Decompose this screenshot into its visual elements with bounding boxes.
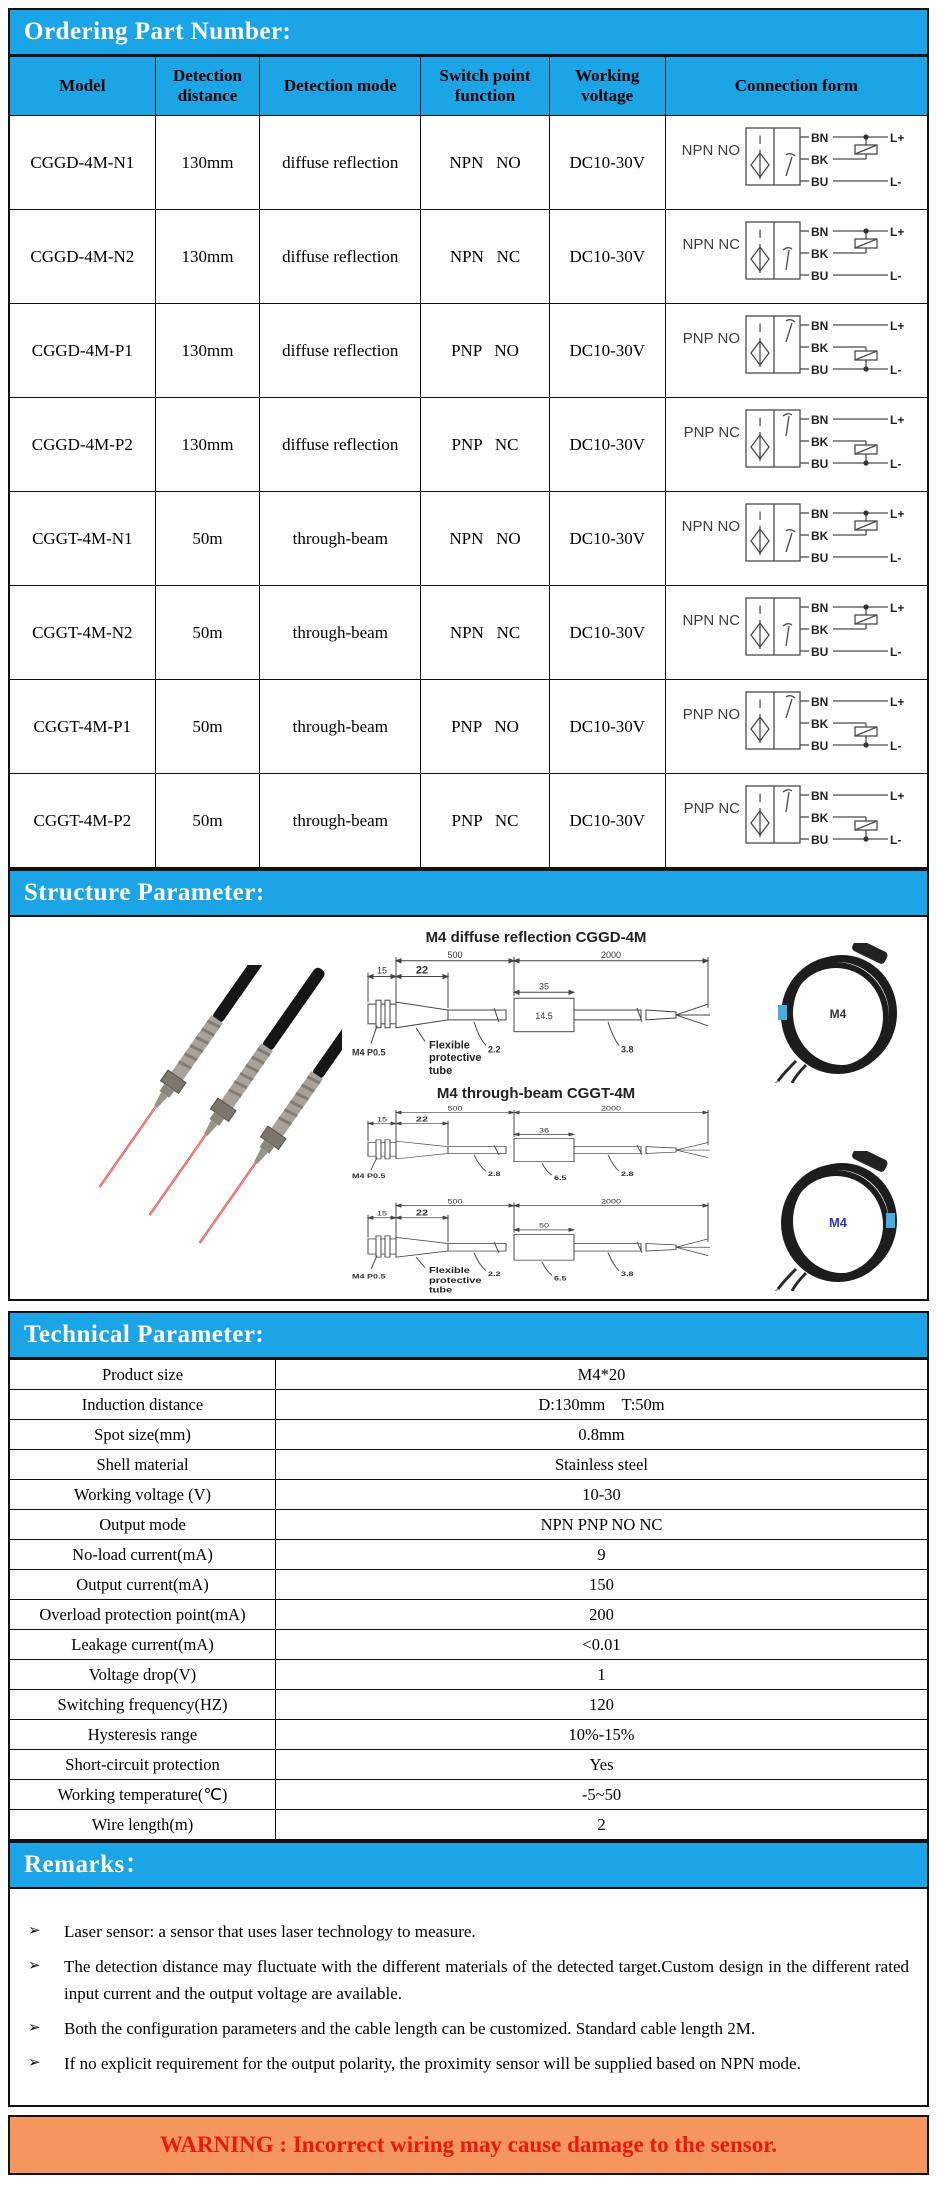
svg-text:22: 22 (415, 1114, 429, 1124)
svg-text:L-: L- (890, 457, 902, 471)
connection-type-label: PNP NO (683, 330, 741, 347)
remark-item (28, 2051, 913, 2077)
distance-cell: 130mm (155, 116, 260, 210)
voltage-cell: DC10-30V (549, 116, 665, 210)
svg-text:M4 P0.5: M4 P0.5 (352, 1047, 386, 1058)
ordering-title: Ordering Part Number: (24, 18, 292, 45)
tech-value: 10%-15% (276, 1720, 929, 1750)
column-header: Detection mode (260, 57, 421, 116)
coiled-cable-photo-1 (766, 943, 916, 1083)
connection-diagram (682, 403, 910, 481)
through-drawing-title: M4 through-beam CGGT-4M (436, 1085, 636, 1102)
tech-row (9, 1660, 928, 1690)
section-banner-ordering (8, 8, 929, 56)
switch-function-cell: PNP NO (421, 680, 550, 774)
coiled-cable-photo-2 (766, 1151, 916, 1291)
warning-text: WARNING : Incorrect wiring may cause damage to the sensor. (159, 2131, 778, 2157)
connection-type-label: NPN NO (682, 518, 741, 535)
technical-parameter-table (8, 1359, 929, 1841)
tech-row (9, 1570, 928, 1600)
tech-row (9, 1540, 928, 1570)
remark-item (28, 1954, 913, 2007)
table-row (9, 304, 928, 398)
svg-text:Flexible: Flexible (429, 1039, 470, 1052)
svg-text:L+: L+ (890, 319, 905, 333)
tech-label: Wire length(m) (9, 1810, 276, 1841)
connection-diagram (682, 309, 910, 387)
svg-text:I: I (758, 603, 762, 617)
tech-row (9, 1810, 928, 1841)
svg-text:I: I (758, 227, 762, 241)
tech-label: Switching frequency(HZ) (9, 1690, 276, 1720)
svg-text:BK: BK (811, 247, 829, 261)
dimension-drawing-diffuse (346, 947, 726, 1077)
mode-cell: diffuse reflection (260, 210, 421, 304)
switch-function-cell: PNP NC (421, 398, 550, 492)
switch-function-cell: NPN NO (421, 116, 550, 210)
spacer (8, 2175, 929, 2189)
svg-text:L+: L+ (890, 225, 905, 239)
model-cell: CGGT-4M-P1 (9, 680, 155, 774)
svg-text:L-: L- (890, 833, 902, 847)
tech-row (9, 1750, 928, 1780)
model-cell: CGGD-4M-N2 (9, 210, 155, 304)
svg-text:L-: L- (890, 175, 902, 189)
svg-text:2.2: 2.2 (488, 1270, 501, 1278)
svg-text:3.8: 3.8 (621, 1044, 634, 1055)
svg-text:2.8: 2.8 (488, 1170, 501, 1178)
connection-type-label: PNP NC (683, 800, 741, 817)
svg-text:BK: BK (811, 435, 829, 449)
connection-type-label: NPN NC (682, 612, 741, 629)
mode-cell: diffuse reflection (260, 116, 421, 210)
datasheet-page (8, 0, 929, 2189)
tech-value: 200 (276, 1600, 929, 1630)
svg-text:3.8: 3.8 (621, 1270, 634, 1278)
svg-text:14.5: 14.5 (535, 1010, 553, 1021)
svg-text:protective: protective (429, 1276, 482, 1286)
mode-cell: through-beam (260, 680, 421, 774)
svg-text:2000: 2000 (601, 1197, 621, 1206)
svg-text:2.8: 2.8 (621, 1170, 634, 1178)
voltage-cell: DC10-30V (549, 680, 665, 774)
tech-label: Spot size(mm) (9, 1420, 276, 1450)
column-header: Model (9, 57, 155, 116)
switch-function-cell: NPN NC (421, 210, 550, 304)
switch-function-cell: PNP NO (421, 304, 550, 398)
svg-text:BK: BK (811, 623, 829, 637)
model-cell: CGGD-4M-P1 (9, 304, 155, 398)
tech-row (9, 1420, 928, 1450)
connection-diagram (682, 685, 910, 763)
svg-text:L+: L+ (890, 507, 905, 521)
svg-text:BU: BU (811, 645, 829, 659)
tech-value: 1 (276, 1660, 929, 1690)
ordering-part-number-table (8, 56, 929, 869)
svg-text:L+: L+ (890, 413, 905, 427)
model-cell: CGGT-4M-P2 (9, 774, 155, 869)
distance-cell: 50m (155, 774, 260, 869)
remarks-box (8, 1889, 929, 2107)
svg-text:L-: L- (890, 363, 902, 377)
svg-text:2.2: 2.2 (488, 1044, 501, 1055)
tech-label: Shell material (9, 1450, 276, 1480)
remark-text: Both the configuration parameters and the cable length can be customized. Standard cable length 2M. (64, 2019, 756, 2039)
svg-text:Flexible: Flexible (429, 1266, 470, 1276)
arrow-bullet-icon: ➢ (28, 2020, 41, 2037)
svg-text:BU: BU (811, 457, 829, 471)
svg-text:BN: BN (811, 131, 829, 145)
svg-text:15: 15 (376, 1115, 388, 1124)
connection-form-cell (665, 586, 928, 680)
structure-figure (8, 917, 929, 1301)
tech-label: Voltage drop(V) (9, 1660, 276, 1690)
tech-label: Hysteresis range (9, 1720, 276, 1750)
tech-label: Induction distance (9, 1390, 276, 1420)
tech-label: Leakage current(mA) (9, 1630, 276, 1660)
svg-text:500: 500 (447, 1104, 463, 1113)
svg-text:M4 P0.5: M4 P0.5 (352, 1272, 386, 1281)
svg-text:500: 500 (447, 949, 463, 960)
tech-row (9, 1480, 928, 1510)
connection-diagram (682, 215, 910, 293)
svg-text:BU: BU (811, 739, 829, 753)
connection-diagram (682, 591, 910, 669)
sensor-photo (12, 965, 342, 1265)
column-header: Detection distance (155, 57, 260, 116)
svg-text:22: 22 (415, 1208, 429, 1219)
voltage-cell: DC10-30V (549, 398, 665, 492)
tech-value: D:130mm T:50m (276, 1390, 929, 1420)
tech-value: Yes (276, 1750, 929, 1780)
svg-text:BN: BN (811, 413, 829, 427)
tech-value: <0.01 (276, 1630, 929, 1660)
tech-value: Stainless steel (276, 1450, 929, 1480)
connection-form-cell (665, 116, 928, 210)
svg-text:22: 22 (415, 964, 429, 977)
tech-label: Output current(mA) (9, 1570, 276, 1600)
table-row (9, 680, 928, 774)
tech-value: 2 (276, 1810, 929, 1841)
svg-text:L+: L+ (890, 695, 905, 709)
structure-title: Structure Parameter: (24, 879, 265, 906)
tech-row (9, 1690, 928, 1720)
tech-label: Short-circuit protection (9, 1750, 276, 1780)
svg-text:M4: M4 (829, 1007, 847, 1021)
connection-type-label: NPN NC (682, 236, 741, 253)
svg-text:L-: L- (890, 739, 902, 753)
table-row (9, 774, 928, 869)
distance-cell: 130mm (155, 398, 260, 492)
svg-text:L+: L+ (890, 789, 905, 803)
table-row (9, 210, 928, 304)
svg-text:tube: tube (429, 1065, 453, 1077)
svg-text:15: 15 (376, 965, 388, 976)
mode-cell: through-beam (260, 586, 421, 680)
svg-text:BU: BU (811, 363, 829, 377)
switch-function-cell: NPN NC (421, 586, 550, 680)
dimension-drawing-through-1 (346, 1103, 726, 1193)
distance-cell: 50m (155, 680, 260, 774)
column-header: Working voltage (549, 57, 665, 116)
section-banner-technical (8, 1311, 929, 1359)
connection-type-label: PNP NC (683, 424, 741, 441)
connection-type-label: PNP NO (683, 706, 741, 723)
voltage-cell: DC10-30V (549, 304, 665, 398)
remark-text: The detection distance may fluctuate with the different materials of the detected target.Custom design in the different rated input current and the output voltage are available. (64, 1957, 909, 2003)
diffuse-drawing-title: M4 diffuse reflection CGGD-4M (425, 929, 647, 946)
tech-row (9, 1780, 928, 1810)
svg-text:BU: BU (811, 175, 829, 189)
tech-label: Output mode (9, 1510, 276, 1540)
connection-form-cell (665, 774, 928, 869)
svg-text:6.5: 6.5 (554, 1274, 567, 1283)
distance-cell: 50m (155, 586, 260, 680)
model-cell: CGGT-4M-N2 (9, 586, 155, 680)
tech-value: 0.8mm (276, 1420, 929, 1450)
tech-value: -5~50 (276, 1780, 929, 1810)
remarks-title: Remarks： (24, 1851, 151, 1878)
svg-text:tube: tube (429, 1285, 453, 1295)
svg-text:36: 36 (538, 1126, 550, 1134)
svg-text:M4: M4 (828, 1215, 848, 1230)
svg-text:6.5: 6.5 (554, 1174, 567, 1182)
arrow-bullet-icon: ➢ (28, 1923, 41, 1939)
svg-text:L+: L+ (890, 601, 905, 615)
svg-text:15: 15 (376, 1209, 388, 1218)
column-header: Switch point function (421, 57, 550, 116)
tech-label: Working temperature(℃) (9, 1780, 276, 1810)
mode-cell: through-beam (260, 492, 421, 586)
connection-form-cell (665, 492, 928, 586)
tech-row (9, 1600, 928, 1630)
svg-text:BN: BN (811, 601, 829, 615)
svg-text:BU: BU (811, 269, 829, 283)
svg-text:BK: BK (811, 811, 829, 825)
mode-cell: diffuse reflection (260, 304, 421, 398)
svg-text:2000: 2000 (601, 1104, 621, 1113)
svg-text:BK: BK (811, 717, 829, 731)
distance-cell: 130mm (155, 304, 260, 398)
svg-text:L-: L- (890, 551, 902, 565)
svg-text:I: I (758, 509, 762, 523)
tech-row (9, 1720, 928, 1750)
tech-label: Overload protection point(mA) (9, 1600, 276, 1630)
svg-text:L-: L- (890, 645, 902, 659)
svg-text:BU: BU (811, 833, 829, 847)
arrow-bullet-icon: ➢ (28, 1958, 41, 1975)
connection-form-cell (665, 398, 928, 492)
spacer (8, 1301, 929, 1311)
tech-row (9, 1450, 928, 1480)
svg-text:2000: 2000 (600, 949, 622, 960)
mode-cell: diffuse reflection (260, 398, 421, 492)
voltage-cell: DC10-30V (549, 492, 665, 586)
svg-text:BN: BN (811, 319, 829, 333)
remark-item (28, 1919, 913, 1945)
svg-text:BN: BN (811, 507, 829, 521)
svg-text:35: 35 (538, 981, 550, 992)
svg-text:L+: L+ (890, 131, 905, 145)
tech-value: M4*20 (276, 1360, 929, 1390)
svg-text:BN: BN (811, 695, 829, 709)
connection-diagram (682, 121, 910, 199)
mode-cell: through-beam (260, 774, 421, 869)
svg-text:I: I (758, 415, 762, 429)
table-row (9, 116, 928, 210)
tech-value: 150 (276, 1570, 929, 1600)
model-cell: CGGD-4M-N1 (9, 116, 155, 210)
tech-value: NPN PNP NO NC (276, 1510, 929, 1540)
connection-form-cell (665, 680, 928, 774)
connection-diagram (682, 779, 910, 857)
dimension-drawing-through-2 (346, 1195, 726, 1295)
model-cell: CGGD-4M-P2 (9, 398, 155, 492)
svg-text:BN: BN (811, 225, 829, 239)
remark-item (28, 2016, 913, 2042)
distance-cell: 50m (155, 492, 260, 586)
tech-row (9, 1360, 928, 1390)
svg-text:I: I (758, 133, 762, 147)
voltage-cell: DC10-30V (549, 586, 665, 680)
connection-type-label: NPN NO (682, 142, 741, 159)
svg-text:I: I (758, 321, 762, 335)
svg-text:I: I (758, 791, 762, 805)
tech-value: 120 (276, 1690, 929, 1720)
switch-function-cell: NPN NO (421, 492, 550, 586)
tech-value: 9 (276, 1540, 929, 1570)
remark-text: If no explicit requirement for the output polarity, the proximity sensor will be supplied based on NPN mode. (64, 2054, 801, 2074)
distance-cell: 130mm (155, 210, 260, 304)
table-header-row (9, 57, 928, 116)
connection-form-cell (665, 304, 928, 398)
svg-text:BU: BU (811, 551, 829, 565)
table-row (9, 492, 928, 586)
svg-text:BK: BK (811, 153, 829, 167)
technical-title: Technical Parameter: (24, 1321, 265, 1348)
tech-row (9, 1630, 928, 1660)
arrow-bullet-icon: ➢ (28, 2055, 41, 2072)
svg-text:BK: BK (811, 341, 829, 355)
tech-label: No-load current(mA) (9, 1540, 276, 1570)
remark-text: Laser sensor: a sensor that uses laser technology to measure. (64, 1922, 476, 1941)
tech-row (9, 1390, 928, 1420)
svg-text:BK: BK (811, 529, 829, 543)
switch-function-cell: PNP NC (421, 774, 550, 869)
table-row (9, 398, 928, 492)
section-banner-remarks (8, 1841, 929, 1889)
warning-banner (8, 2115, 929, 2175)
model-cell: CGGT-4M-N1 (9, 492, 155, 586)
tech-label: Product size (9, 1360, 276, 1390)
voltage-cell: DC10-30V (549, 774, 665, 869)
connection-diagram (682, 497, 910, 575)
tech-value: 10-30 (276, 1480, 929, 1510)
svg-text:I: I (758, 697, 762, 711)
svg-text:500: 500 (447, 1197, 463, 1206)
voltage-cell: DC10-30V (549, 210, 665, 304)
svg-text:protective: protective (429, 1052, 482, 1065)
section-banner-structure (8, 869, 929, 917)
svg-text:M4 P0.5: M4 P0.5 (352, 1172, 386, 1180)
connection-form-cell (665, 210, 928, 304)
tech-row (9, 1510, 928, 1540)
table-row (9, 586, 928, 680)
svg-text:BN: BN (811, 789, 829, 803)
svg-text:L-: L- (890, 269, 902, 283)
svg-text:50: 50 (538, 1221, 550, 1230)
tech-label: Working voltage (V) (9, 1480, 276, 1510)
column-header: Connection form (665, 57, 928, 116)
